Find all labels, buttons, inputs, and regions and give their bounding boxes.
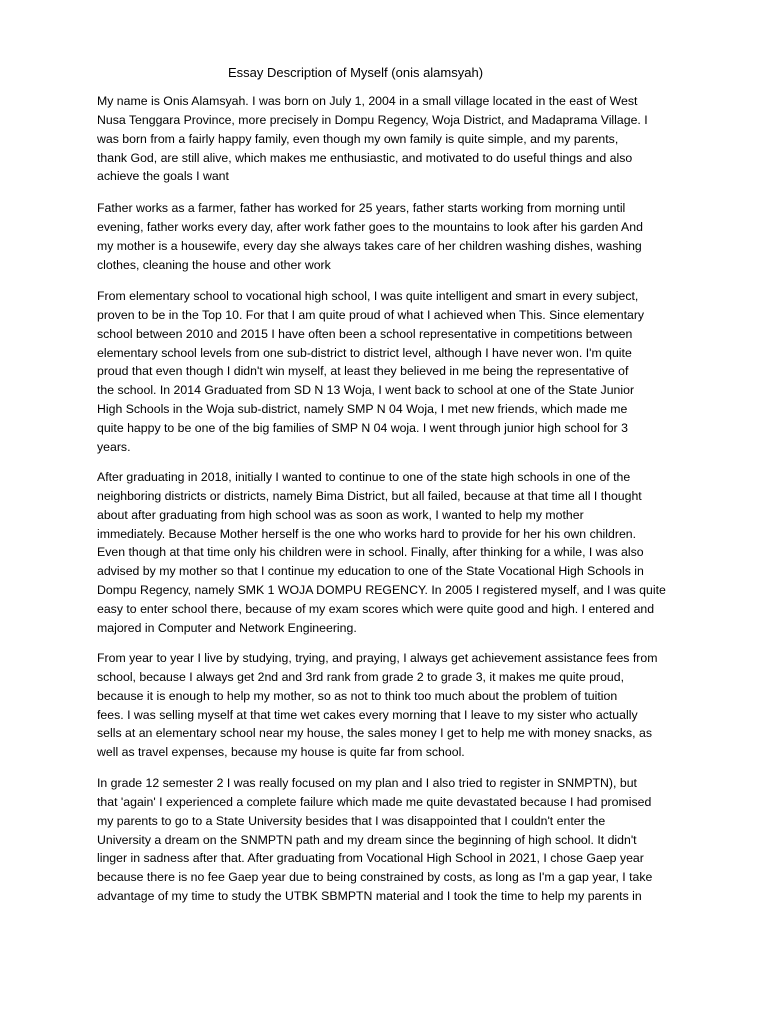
text-line: that 'again' I experienced a complete failure which made me quite devastated because I had promised	[97, 794, 652, 809]
text-line: immediately. Because Mother herself is the one who works hard to provide for her his own children.	[97, 526, 637, 541]
paragraph-family	[97, 199, 687, 274]
text-line: linger in sadness after that. After graduating from Vocational High School in 2021, I chose Gaep year	[97, 851, 644, 866]
text-line: well as travel expenses, because my house is quite far from school.	[97, 745, 465, 760]
text-line: proud that even though I didn't win myself, at least they believed in me being the representative of	[97, 364, 629, 379]
document-title: Essay Description of Myself (onis alamsyah)	[228, 65, 484, 80]
text-line: thank God, are still alive, which makes me enthusiastic, and motivated to do useful things and also	[97, 150, 633, 165]
text-line: was born from a fairly happy family, even though my own family is quite simple, and my parents,	[97, 131, 619, 146]
text-line: quite happy to be one of the big families of SMP N 04 woja. I went through junior high school for 3	[97, 420, 628, 435]
text-line: school between 2010 and 2015 I have often been a school representative in competitions between	[97, 326, 633, 341]
text-line: My name is Onis Alamsyah. I was born on July 1, 2004 in a small village located in the east of West	[97, 94, 638, 108]
text-line: my mother is a housewife, every day she always takes care of her children washing dishes, washing	[97, 238, 642, 253]
text-line: proven to be in the Top 10. For that I am quite proud of what I achieved when This. Since elementary	[97, 307, 645, 322]
paragraph-introduction	[97, 92, 687, 186]
text-line: clothes, cleaning the house and other work	[97, 257, 331, 272]
text-line: achieve the goals I want	[97, 169, 229, 184]
text-line: From year to year I live by studying, trying, and praying, I always get achievement assistance fees from	[97, 651, 658, 665]
text-line: majored in Computer and Network Engineering.	[97, 620, 357, 635]
text-line: advised by my mother so that I continue my education to one of the State Vocational High Schools in	[97, 564, 644, 579]
text-line: Father works as a farmer, father has worked for 25 years, father starts working from morning until	[97, 201, 626, 215]
text-line: Even though at that time only his children were in school. Finally, after thinking for a while, I was also	[97, 545, 644, 560]
text-line: about after graduating from high school was as soon as work, I wanted to help my mother	[97, 507, 584, 522]
text-line: evening, father works every day, after work father goes to the mountains to look after his garden And	[97, 219, 643, 234]
text-line: After graduating in 2018, initially I wanted to continue to one of the state high schools in one of the	[97, 470, 631, 484]
text-line: Dompu Regency, namely SMK 1 WOJA DOMPU REGENCY. In 2005 I registered myself, and I was quite	[97, 583, 666, 598]
text-line: advantage of my time to study the UTBK SBMPTN material and I took the time to help my parents in	[97, 889, 642, 904]
text-line: fees. I was selling myself at that time wet cakes every morning that I leave to my sister who actually	[97, 707, 638, 722]
text-line: neighboring districts or districts, namely Bima District, but all failed, because at that time all I thought	[97, 488, 642, 503]
paragraph-elementary-junior	[97, 287, 687, 457]
text-line: because there is no fee Gaep year due to being constrained by costs, as long as I'm a gap year, I take	[97, 870, 653, 885]
text-line: sells at an elementary school near my house, the sales money I get to help me with money snacks, as	[97, 726, 653, 741]
text-line: years.	[97, 439, 131, 454]
paragraph-vocational-school	[97, 468, 687, 638]
text-line: elementary school levels from one sub-district to district level, although I have never won. I'm quite	[97, 345, 632, 360]
text-line: easy to enter school there, because of my exam scores which were quite good and high. I entered and	[97, 601, 655, 616]
text-line: school, because I always get 2nd and 3rd rank from grade 2 to grade 3, it makes me quite proud,	[97, 669, 625, 684]
text-line: Nusa Tenggara Province, more precisely in Dompu Regency, Woja District, and Madaprama Village. I	[97, 112, 648, 127]
text-line: In grade 12 semester 2 I was really focused on my plan and I also tried to register in SNMPTN), but	[97, 776, 637, 790]
text-line: my parents to go to a State University besides that I was disappointed that I couldn't enter the	[97, 813, 606, 828]
text-line: University a dream on the SNMPTN path and my dream since the beginning of high school. It didn't	[97, 832, 637, 847]
paragraph-grade-twelve	[97, 774, 687, 906]
text-line: High Schools in the Woja sub-district, namely SMP N 04 Woja, I met new friends, which made me	[97, 402, 628, 417]
paragraph-studying-working	[97, 649, 687, 762]
text-line: From elementary school to vocational high school, I was quite intelligent and smart in every subject,	[97, 289, 639, 303]
text-line: because it is enough to help my mother, so as not to think too much about the problem of tuition	[97, 688, 618, 703]
text-line: the school. In 2014 Graduated from SD N 13 Woja, I went back to school at one of the State Junior	[97, 383, 635, 398]
